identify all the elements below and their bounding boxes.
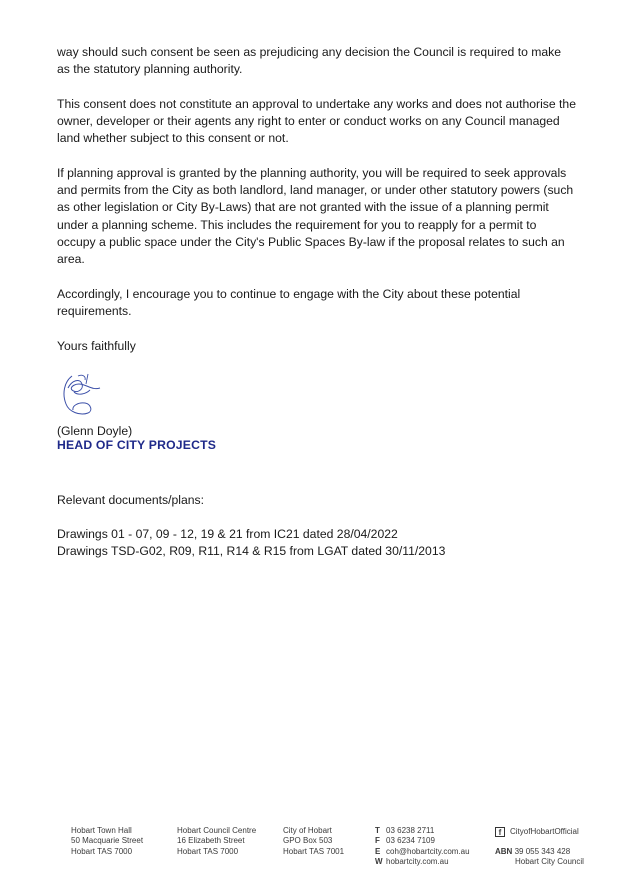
footer-address-line: Hobart TAS 7001 xyxy=(283,846,345,856)
footer-social-abn xyxy=(495,826,584,868)
paragraph-consent-no-approval: This consent does not constitute an approval to undertake any works and does not authorise the owner, developer or their agents any right to enter or conduct works on any Council managed land whether subject to this consent or not. xyxy=(57,97,576,146)
footer-email-label: E xyxy=(375,846,381,856)
footer-abn xyxy=(495,847,584,857)
footer-website xyxy=(375,857,470,867)
drawings-line-ic21: Drawings 01 - 07, 09 - 12, 19 & 21 from IC21 dated 28/04/2022 xyxy=(57,527,398,541)
paragraph-encourage-engagement: Accordingly, I encourage you to continue to engage with the City about these potential requirements. xyxy=(57,287,521,319)
footer-fax-value: 03 6234 7109 xyxy=(386,836,435,846)
footer-address-line: Hobart Council Centre xyxy=(177,826,257,835)
footer-address-town-hall xyxy=(71,826,143,857)
footer-address-line: Hobart Town Hall xyxy=(71,826,132,835)
footer-contact-details xyxy=(375,826,470,868)
letter-footer xyxy=(0,826,622,880)
signatory-title: HEAD OF CITY PROJECTS xyxy=(57,438,217,452)
footer-abn-label: ABN xyxy=(495,847,513,856)
footer-address-line: 16 Elizabeth Street xyxy=(177,836,245,846)
footer-address-council-centre xyxy=(177,826,256,857)
paragraph-consent-prejudice: way should such consent be seen as prejudicing any decision the Council is required to make as the statutory planning authority. xyxy=(57,45,562,77)
footer-address-line: City of Hobart xyxy=(283,826,332,835)
footer-fax-label: F xyxy=(375,836,380,846)
drawings-line-lgat: Drawings TSD-G02, R09, R11, R14 & R15 from LGAT dated 30/11/2013 xyxy=(57,544,446,558)
footer-facebook xyxy=(495,826,584,838)
relevant-documents-heading: Relevant documents/plans: xyxy=(57,493,205,507)
footer-phone-label: T xyxy=(375,826,380,835)
signatory-name: (Glenn Doyle) xyxy=(57,424,133,438)
footer-council-name: Hobart City Council xyxy=(515,857,584,867)
footer-address-line: Hobart TAS 7000 xyxy=(71,846,133,856)
footer-email xyxy=(375,847,470,857)
footer-address-line: Hobart TAS 7000 xyxy=(177,846,239,856)
footer-website-label: W xyxy=(375,857,383,867)
footer-phone-value: 03 6238 2711 xyxy=(386,826,435,835)
closing-salutation: Yours faithfully xyxy=(57,339,136,353)
signature-image xyxy=(58,370,104,420)
footer-address-postal xyxy=(283,826,344,857)
footer-fax xyxy=(375,836,470,846)
footer-abn-value: 39 055 343 428 xyxy=(514,847,571,856)
footer-email-value: coh@hobartcity.com.au xyxy=(386,846,470,856)
facebook-icon: f xyxy=(495,827,505,837)
footer-website-value: hobartcity.com.au xyxy=(386,857,449,867)
footer-facebook-handle: CityofHobartOfficial xyxy=(510,826,579,836)
paragraph-planning-approval: If planning approval is granted by the planning authority, you will be required to seek approvals and permits from the City as both landlord, land manager, or under other statutory powers (such as other legislation or City By-Laws) that are not granted with the issue of a planning permit under a planning scheme. This includes the requirement for you to reapply for a permit to occupy a public space under the City's Public Spaces By-law if the proposal relates to such an area. xyxy=(57,166,574,267)
footer-phone xyxy=(375,826,470,836)
footer-address-line: 50 Macquarie Street xyxy=(71,836,144,846)
footer-address-line: GPO Box 503 xyxy=(283,836,333,846)
